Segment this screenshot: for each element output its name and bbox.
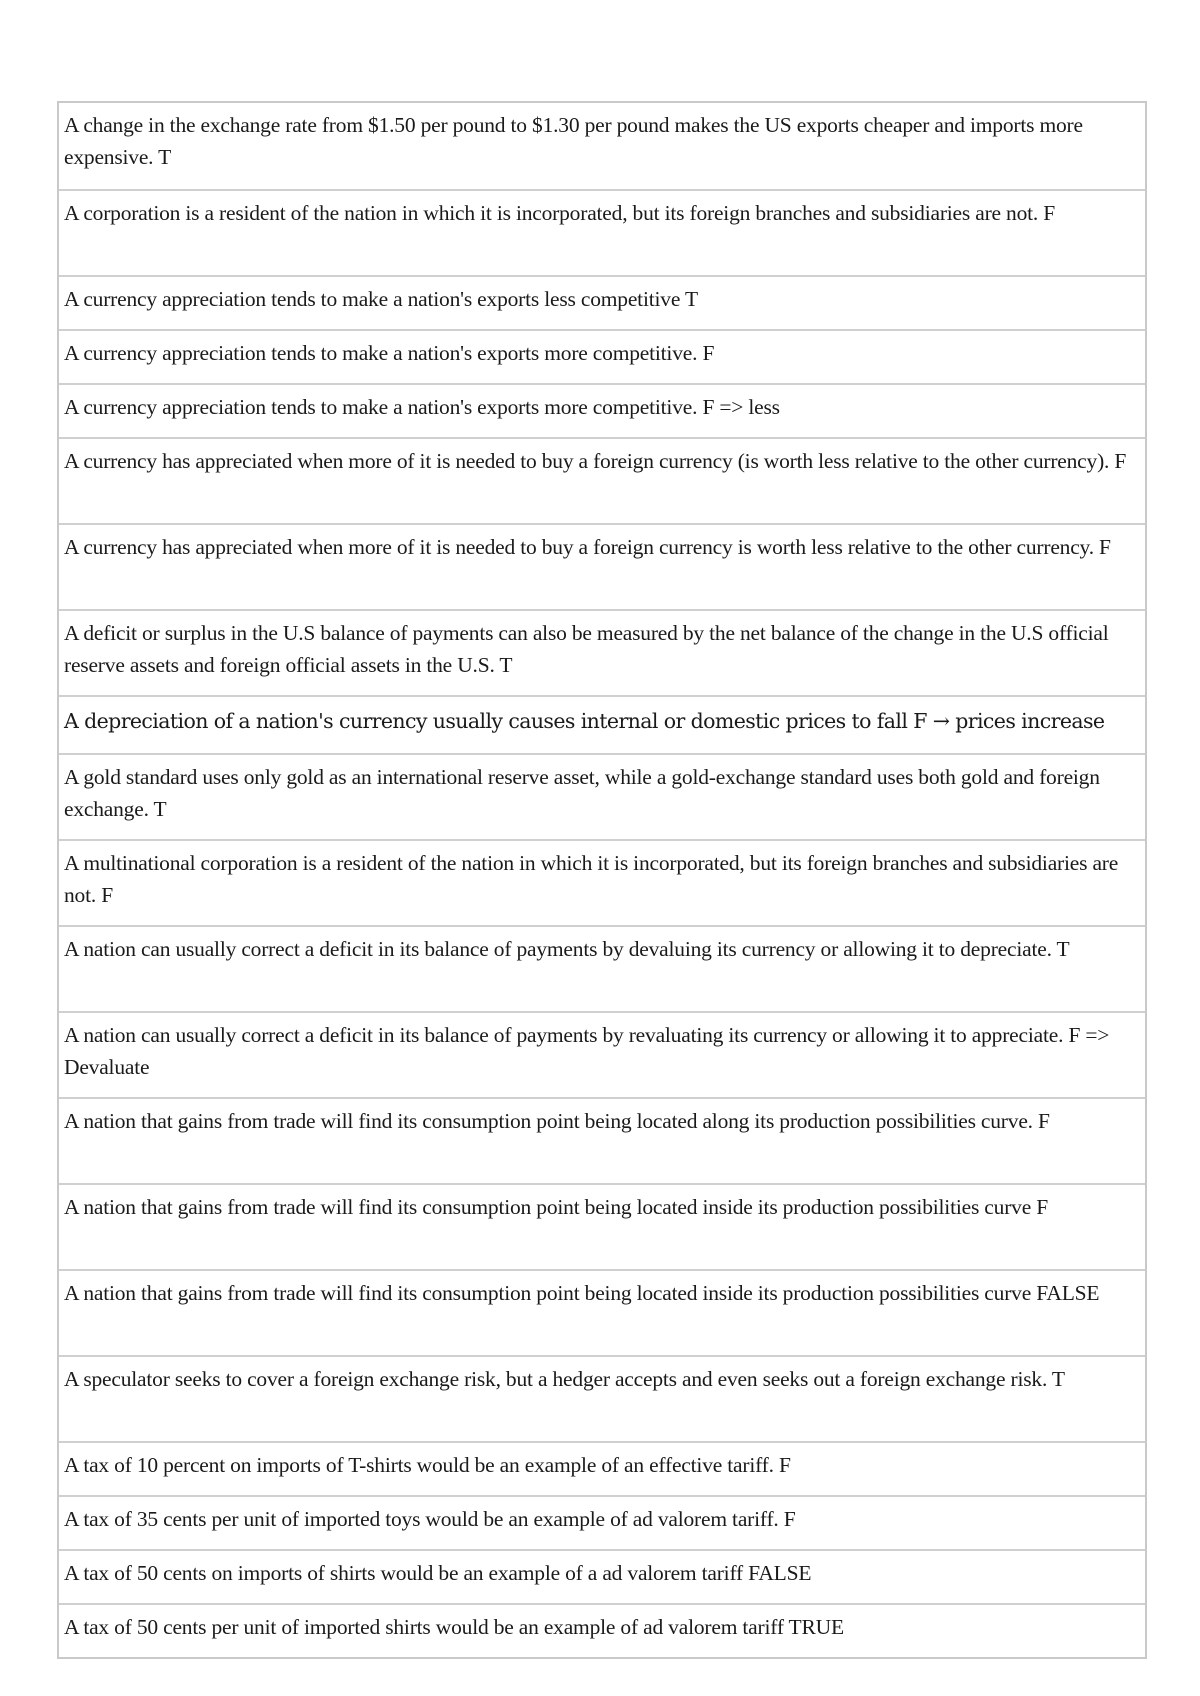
table-row: A speculator seeks to cover a foreign exchange risk, but a hedger accepts and even seeks out a foreign exchange risk. T [59,1355,1145,1441]
table-row: A tax of 10 percent on imports of T-shirts would be an example of an effective tariff. F [59,1441,1145,1495]
table-row: A tax of 50 cents on imports of shirts would be an example of a ad valorem tariff FALSE [59,1549,1145,1603]
table-row: A tax of 35 cents per unit of imported toys would be an example of ad valorem tariff. F [59,1495,1145,1549]
table-row: A currency has appreciated when more of it is needed to buy a foreign currency is worth less relative to the other currency. F [59,523,1145,609]
table-row: A change in the exchange rate from $1.50 per pound to $1.30 per pound makes the US exports cheaper and imports more expensive. T [64,113,1083,169]
table-row: A tax of 50 cents per unit of imported shirts would be an example of ad valorem tariff TRUE [59,1603,1145,1657]
table-row: A nation that gains from trade will find its consumption point being located along its production possibilities curve. F [59,1097,1145,1183]
table-row: A currency appreciation tends to make a nation's exports less competitive T [59,275,1145,329]
table-row: A deficit or surplus in the U.S balance of payments can also be measured by the net balance of the change in the U.S official reserve assets and foreign official assets in the U.S. T [59,609,1145,695]
table-row: A nation that gains from trade will find its consumption point being located inside its production possibilities curve FALSE [59,1269,1145,1355]
table-row: A currency appreciation tends to make a nation's exports more competitive. F [59,329,1145,383]
table-row: A currency has appreciated when more of it is needed to buy a foreign currency (is worth less relative to the other currency). F [59,437,1145,523]
table-row: A nation can usually correct a deficit in its balance of payments by devaluing its currency or allowing it to depreciate. T [59,925,1145,1011]
table-row: A nation that gains from trade will find its consumption point being located inside its production possibilities curve F [59,1183,1145,1269]
flashcard-table [57,101,1147,1659]
table-row: A corporation is a resident of the nation in which it is incorporated, but its foreign branches and subsidiaries are not. F [59,189,1145,275]
table-row: A depreciation of a nation's currency usually causes internal or domestic prices to fall F → prices increase [59,695,1145,753]
table-row: A gold standard uses only gold as an international reserve asset, while a gold-exchange standard uses both gold and foreign exchange. T [59,753,1145,839]
table-row: A multinational corporation is a resident of the nation in which it is incorporated, but its foreign branches and subsidiaries are not. F [59,839,1145,925]
table-row: A nation can usually correct a deficit in its balance of payments by revaluating its currency or allowing it to appreciate. F => Devaluate [59,1011,1145,1097]
table-row: A currency appreciation tends to make a nation's exports more competitive. F => less [59,383,1145,437]
